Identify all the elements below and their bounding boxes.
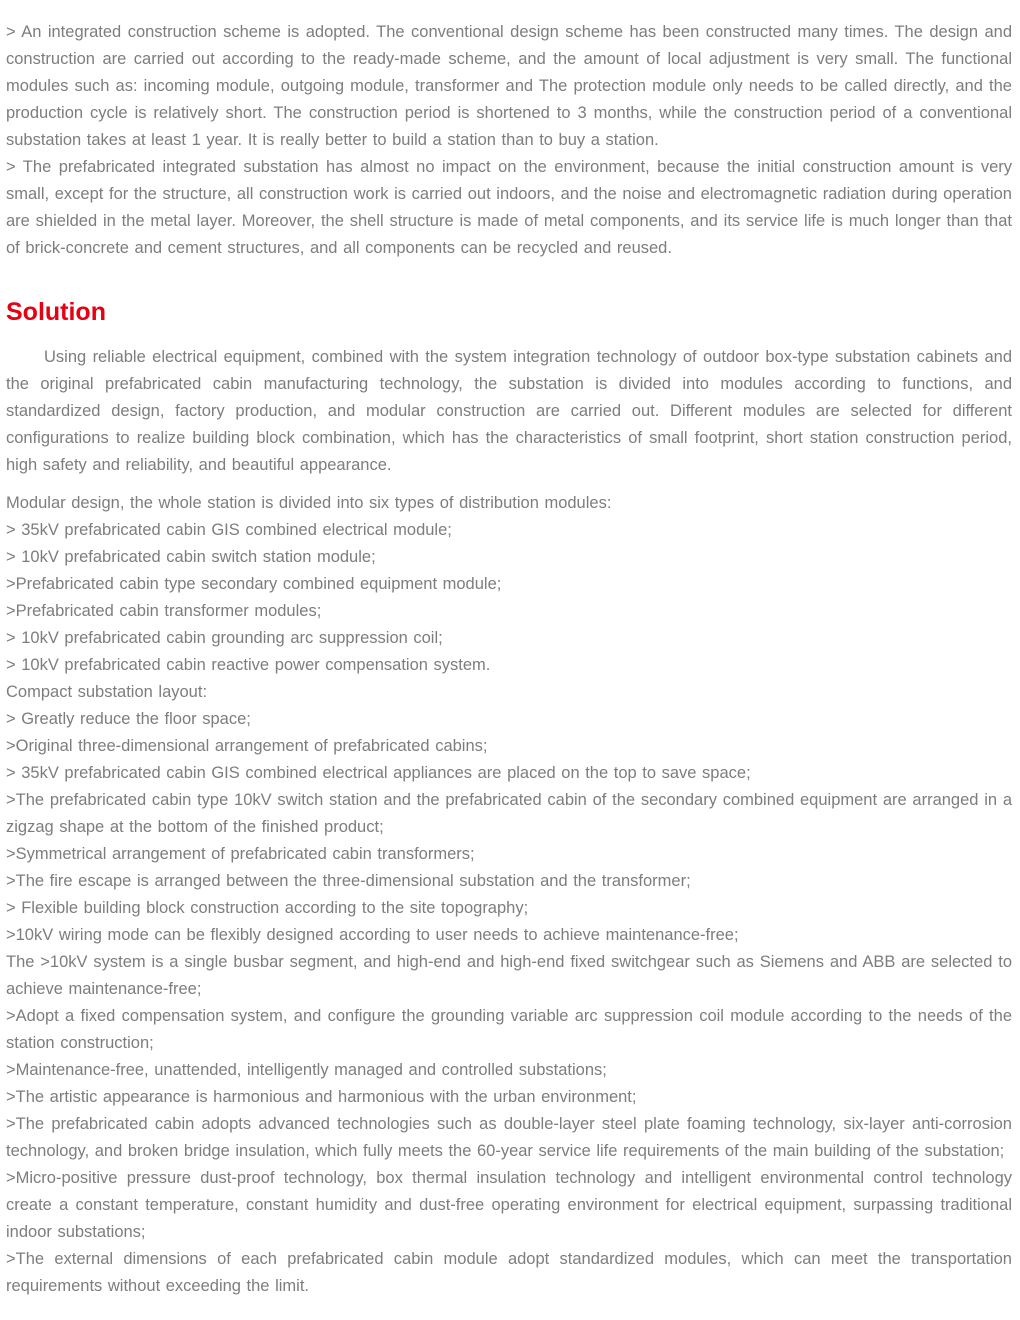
solution-detail-line: >Prefabricated cabin transformer modules; [6, 602, 322, 620]
solution-detail-line: > Flexible building block construction according to the site topography; [6, 899, 529, 917]
solution-detail-list [6, 490, 1012, 1300]
solution-detail-line: >The fire escape is arranged between the three-dimensional substation and the transformer; [6, 872, 691, 890]
solution-detail-line: Modular design, the whole station is divided into six types of distribution modules: [6, 494, 612, 512]
solution-detail-line: >Prefabricated cabin type secondary combined equipment module; [6, 575, 502, 593]
solution-detail-line: >10kV wiring mode can be flexibly designed according to user needs to achieve maintenance-free; [6, 926, 739, 944]
solution-detail-line: >Adopt a fixed compensation system, and configure the grounding variable arc suppression coil module according to the needs of the station construction; [6, 1007, 1012, 1052]
top-paragraphs [6, 19, 1012, 262]
solution-detail-line: Compact substation layout: [6, 683, 208, 701]
solution-detail-line: > 10kV prefabricated cabin reactive power compensation system. [6, 656, 491, 674]
solution-detail-line: > 35kV prefabricated cabin GIS combined electrical appliances are placed on the top to save space; [6, 764, 751, 782]
solution-detail-line: >The prefabricated cabin adopts advanced technologies such as double-layer steel plate foaming technology, six-layer anti-corrosion technology, and broken bridge insulation, which fully meets the 60-year service life requirements of the main building of the substation; [6, 1115, 1012, 1160]
article-paragraph: > An integrated construction scheme is adopted. The conventional design scheme has been constructed many times. The design and construction are carried out according to the ready-made scheme, and the amount of local adjustment is very small. The functional modules such as: incoming module, outgoing module, transformer and The protection module only needs to be called directly, and the production cycle is relatively short. The construction period is shortened to 3 months, while the construction period of a conventional substation takes at least 1 year. It is really better to build a station than to buy a station. [6, 23, 1012, 149]
solution-detail-line: > 35kV prefabricated cabin GIS combined electrical module; [6, 521, 452, 539]
solution-detail-line: > 10kV prefabricated cabin grounding arc suppression coil; [6, 629, 443, 647]
solution-detail-line: >The prefabricated cabin type 10kV switch station and the prefabricated cabin of the secondary combined equipment are arranged in a zigzag shape at the bottom of the finished product; [6, 791, 1012, 836]
solution-detail-line: >Micro-positive pressure dust-proof technology, box thermal insulation technology and intelligent environmental control technology create a constant temperature, constant humidity and dust-free operating environment for electrical equipment, surpassing traditional indoor substations; [6, 1169, 1012, 1241]
solution-detail-line: >Maintenance-free, unattended, intelligently managed and controlled substations; [6, 1061, 607, 1079]
solution-heading: Solution [6, 298, 106, 326]
solution-detail-line: >Original three-dimensional arrangement of prefabricated cabins; [6, 737, 488, 755]
solution-detail-line: The >10kV system is a single busbar segment, and high-end and high-end fixed switchgear such as Siemens and ABB are selected to achieve maintenance-free; [6, 953, 1012, 998]
solution-detail-line: >The artistic appearance is harmonious and harmonious with the urban environment; [6, 1088, 637, 1106]
solution-detail-line: > Greatly reduce the floor space; [6, 710, 251, 728]
solution-intro-paragraph: Using reliable electrical equipment, combined with the system integration technology of outdoor box-type substation cabinets and the original prefabricated cabin manufacturing technology, the substation is divided into modules according to functions, and standardized design, factory production, and modular construction are carried out. Different modules are selected for different configurations to realize building block combination, which has the characteristics of small footprint, short station construction period, high safety and reliability, and beautiful appearance. [6, 348, 1012, 474]
solution-detail-line: > 10kV prefabricated cabin switch station module; [6, 548, 376, 566]
article-paragraph: > The prefabricated integrated substation has almost no impact on the environment, because the initial construction amount is very small, except for the structure, all construction work is carried out indoors, and the noise and electromagnetic radiation during operation are shielded in the metal layer. Moreover, the shell structure is made of metal components, and its service life is much longer than that of brick-concrete and cement structures, and all components can be recycled and reused. [6, 158, 1012, 257]
solution-detail-line: >Symmetrical arrangement of prefabricated cabin transformers; [6, 845, 475, 863]
solution-detail-line: >The external dimensions of each prefabricated cabin module adopt standardized modules, which can meet the transportation requirements without exceeding the limit. [6, 1250, 1012, 1295]
